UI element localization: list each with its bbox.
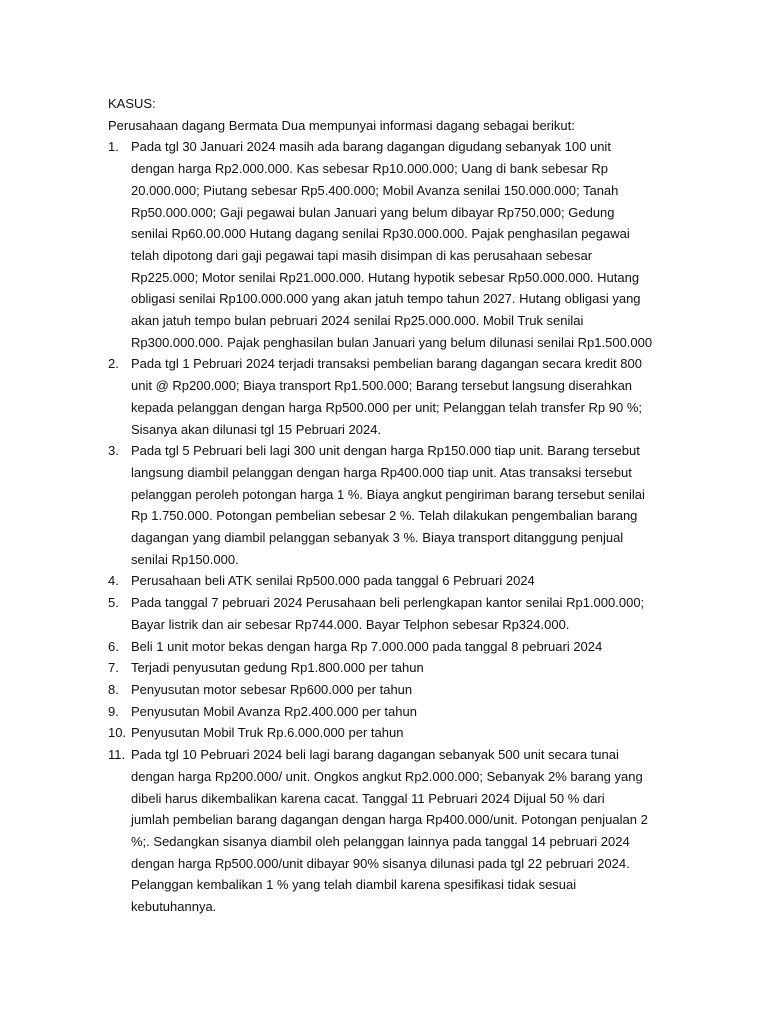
text-line: dengan harga Rp200.000/ unit. Ongkos angkut Rp2.000.000; Sebanyak 2% barang yang xyxy=(131,768,643,784)
list-item xyxy=(108,701,686,723)
list-item-number: 2. xyxy=(108,356,119,372)
list-item xyxy=(108,679,686,701)
text-line: Terjadi penyusutan gedung Rp1.800.000 per tahun xyxy=(131,660,424,676)
text-line: %;. Sedangkan sisanya diambil oleh pelanggan lainnya pada tanggal 14 pebruari 2024 xyxy=(131,833,630,849)
list-item-text xyxy=(131,592,686,635)
list-item-number: 10. xyxy=(108,725,127,741)
text-line: Rp300.000.000. Pajak penghasilan bulan Januari yang belum dilunasi senilai Rp1.500.000 xyxy=(131,334,653,350)
list-item-number: 9. xyxy=(108,703,119,719)
list-item xyxy=(108,136,686,353)
text-line: dagangan yang diambil pelanggan sebanyak 3 %. Biaya transport ditanggung penjual xyxy=(131,530,624,546)
list-item xyxy=(108,657,686,679)
text-line: akan jatuh tempo bulan pebruari 2024 senilai Rp25.000.000. Mobil Truk senilai xyxy=(131,313,584,329)
list-item xyxy=(108,440,686,570)
list-item xyxy=(108,570,686,592)
list-item-number: 8. xyxy=(108,681,119,697)
text-line: obligasi senilai Rp100.000.000 yang akan jatuh tempo tahun 2027. Hutang obligasi yang xyxy=(131,291,641,307)
text-line: Penyusutan Mobil Avanza Rp2.400.000 per tahun xyxy=(131,703,417,719)
list-item xyxy=(108,744,686,918)
list-item-number: 6. xyxy=(108,638,119,654)
text-line: pelanggan peroleh potongan harga 1 %. Biaya angkut pengiriman barang tersebut senilai xyxy=(131,486,645,502)
case-list xyxy=(108,136,686,917)
text-line: Sisanya akan dilunasi tgl 15 Pebruari 2024. xyxy=(131,421,382,437)
text-line: unit @ Rp200.000; Biaya transport Rp1.500.000; Barang tersebut langsung diserahkan xyxy=(131,378,633,394)
list-item-text xyxy=(131,701,686,723)
text-line: Pelanggan kembalikan 1 % yang telah diambil karena spesifikasi tidak sesuai xyxy=(131,877,577,893)
list-item-text xyxy=(131,744,686,918)
text-line: Pada tgl 30 Januari 2024 masih ada barang dagangan digudang sebanyak 100 unit xyxy=(131,139,611,155)
text-line: Bayar listrik dan air sebesar Rp744.000. Bayar Telphon sebesar Rp324.000. xyxy=(131,616,570,632)
text-line: Penyusutan motor sebesar Rp600.000 per tahun xyxy=(131,681,413,697)
text-line: jumlah pembelian barang dagangan dengan harga Rp400.000/unit. Potongan penjualan 2 xyxy=(131,812,648,828)
list-item xyxy=(108,722,686,744)
text-line: kepada pelanggan dengan harga Rp500.000 per unit; Pelanggan telah transfer Rp 90 %; xyxy=(131,399,642,415)
text-line: telah dipotong dari gaji pegawai tapi masih disimpan di kas perusahaan sebesar xyxy=(131,247,593,263)
list-item-text xyxy=(131,657,686,679)
case-intro: Perusahaan dagang Bermata Dua mempunyai informasi dagang sebagai berikut: xyxy=(108,117,575,133)
text-line: kebutuhannya. xyxy=(131,899,217,915)
case-heading: KASUS: xyxy=(108,96,156,111)
text-line: Rp 1.750.000. Potongan pembelian sebesar 2 %. Telah dilakukan pengembalian barang xyxy=(131,508,638,524)
text-line: dengan harga Rp2.000.000. Kas sebesar Rp10.000.000; Uang di bank sebesar Rp xyxy=(131,161,609,177)
text-line: Rp50.000.000; Gaji pegawai bulan Januari yang belum dibayar Rp750.000; Gedung xyxy=(131,204,615,220)
text-line: Beli 1 unit motor bekas dengan harga Rp 7.000.000 pada tanggal 8 pebruari 2024 xyxy=(131,638,603,654)
list-item-number: 1. xyxy=(108,139,119,155)
text-line: dibeli harus dikembalikan karena cacat. Tanggal 11 Pebruari 2024 Dijual 50 % dari xyxy=(131,790,605,806)
text-line: 20.000.000; Piutang sebesar Rp5.400.000; Mobil Avanza senilai 150.000.000; Tanah xyxy=(131,182,619,198)
list-item-text xyxy=(131,136,686,353)
list-item-text xyxy=(131,570,686,592)
list-item-text xyxy=(131,353,686,440)
list-item-text xyxy=(131,722,686,744)
list-item-number: 5. xyxy=(108,595,119,611)
text-line: senilai Rp150.000. xyxy=(131,551,239,567)
text-line: Rp225.000; Motor senilai Rp21.000.000. Hutang hypotik sebesar Rp50.000.000. Hutang xyxy=(131,269,640,285)
text-line: Pada tgl 10 Pebruari 2024 beli lagi barang dagangan sebanyak 500 unit secara tunai xyxy=(131,747,619,763)
list-item xyxy=(108,636,686,658)
list-item xyxy=(108,353,686,440)
text-line: senilai Rp60.00.000 Hutang dagang senilai Rp30.000.000. Pajak penghasilan pegawai xyxy=(131,226,630,242)
text-line: Pada tanggal 7 pebruari 2024 Perusahaan beli perlengkapan kantor senilai Rp1.000.000; xyxy=(131,595,645,611)
document-content xyxy=(108,93,686,918)
list-item-number: 4. xyxy=(108,573,119,589)
list-item-number: 7. xyxy=(108,660,119,676)
text-line: Penyusutan Mobil Truk Rp.6.000.000 per tahun xyxy=(131,725,404,741)
text-line: dengan harga Rp500.000/unit dibayar 90% sisanya dilunasi pada tgl 22 pebruari 2024. xyxy=(131,855,630,871)
text-line: Pada tgl 5 Pebruari beli lagi 300 unit dengan harga Rp150.000 tiap unit. Barang tersebut xyxy=(131,443,640,459)
list-item-number: 11. xyxy=(108,747,126,763)
text-line: Pada tgl 1 Pebruari 2024 terjadi transaksi pembelian barang dagangan secara kredit 800 xyxy=(131,356,642,372)
list-item-number: 3. xyxy=(108,443,119,459)
text-line: langsung diambil pelanggan dengan harga Rp400.000 tiap unit. Atas transaksi tersebut xyxy=(131,464,632,480)
list-item-text xyxy=(131,679,686,701)
list-item-text xyxy=(131,440,686,570)
list-item xyxy=(108,592,686,635)
text-line: Perusahaan beli ATK senilai Rp500.000 pada tanggal 6 Pebruari 2024 xyxy=(131,573,535,589)
list-item-text xyxy=(131,636,686,658)
